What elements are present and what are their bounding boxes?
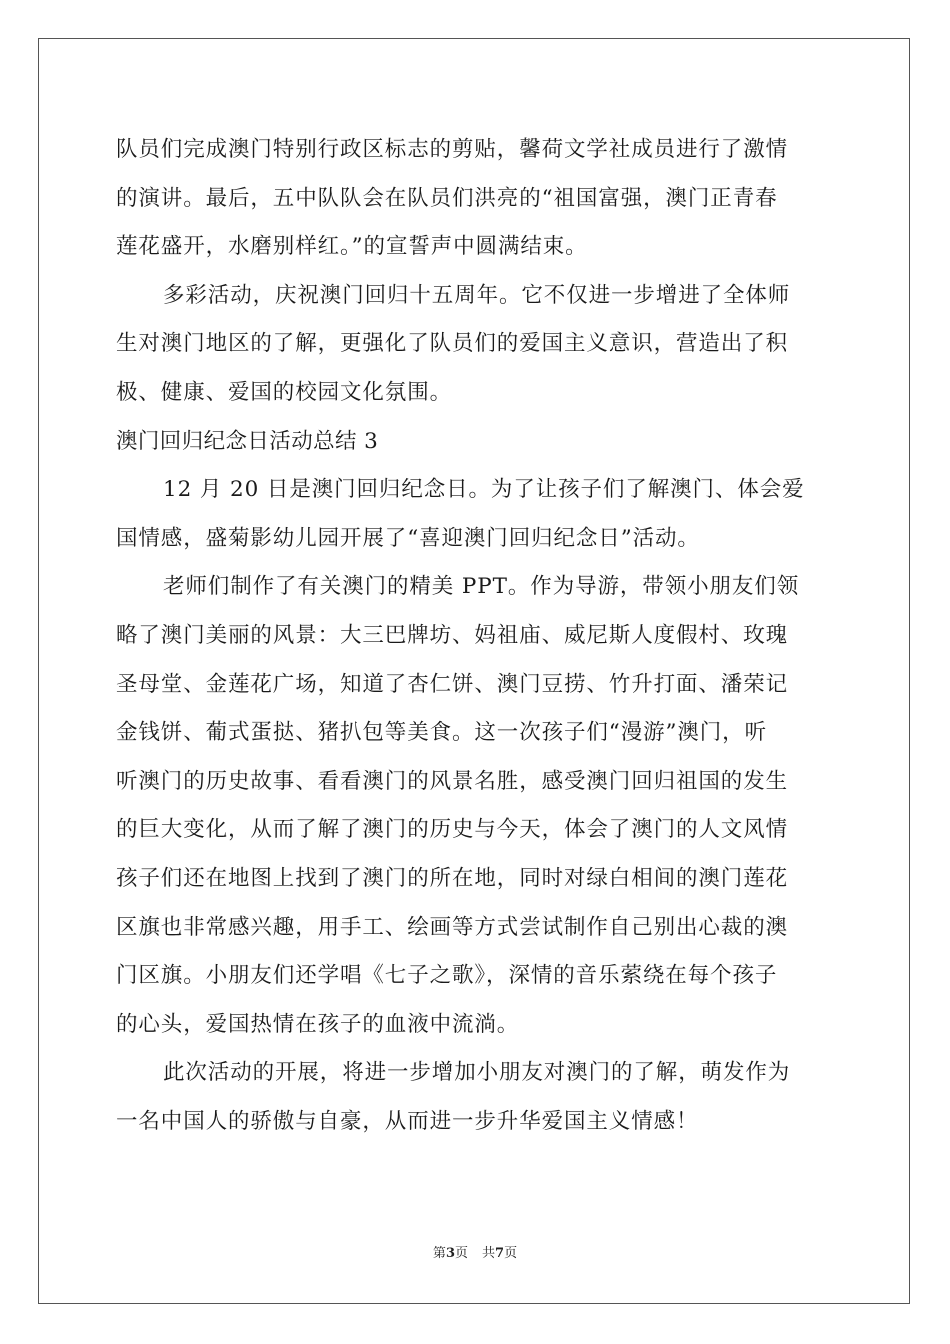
section-heading: 澳门回归纪念日活动总结 3 <box>116 428 379 454</box>
text-line: 莲花盛开，水磨别样红。”的宣誓声中圆满结束。 <box>116 234 588 260</box>
paragraph-start-line: 老师们制作了有关澳门的精美 PPT。作为导游，带领小朋友们领 <box>163 574 800 600</box>
paragraph-start-line: 此次活动的开展，将进一步增加小朋友对澳门的了解，萌发作为 <box>163 1060 791 1086</box>
paragraph-start-line: 12 月 20 日是澳门回归纪念日。为了让孩子们了解澳门、体会爱 <box>163 477 805 503</box>
page-label-suffix: 页 <box>454 1246 468 1261</box>
text-line: 孩子们还在地图上找到了澳门的所在地，同时对绿白相间的澳门莲花 <box>116 865 789 891</box>
current-page-number: 3 <box>445 1246 455 1261</box>
text-line: 门区旗。小朋友们还学唱《七子之歌》，深情的音乐萦绕在每个孩子 <box>116 963 778 989</box>
text-line: 的演讲。最后，五中队队会在队员们洪亮的“祖国富强，澳门正青春 <box>116 185 778 211</box>
text-line: 生对澳门地区的了解，更强化了队员们的爱国主义意识，营造出了积 <box>116 331 789 357</box>
text-line: 的心头，爱国热情在孩子的血液中流淌。 <box>116 1011 520 1037</box>
text-line: 极、健康、爱国的校园文化氛围。 <box>116 379 453 405</box>
text-line: 队员们完成澳门特别行政区标志的剪贴，馨荷文学社成员进行了激情 <box>116 137 789 162</box>
text-line: 听澳门的历史故事、看看澳门的风景名胜，感受澳门回归祖国的发生 <box>116 768 789 794</box>
total-label-prefix: 共 <box>482 1246 496 1261</box>
text-line: 金钱饼、葡式蛋挞、猪扒包等美食。这一次孩子们“漫游”澳门，听 <box>116 720 767 746</box>
page-label-prefix: 第 <box>432 1246 446 1261</box>
page-footer <box>0 1244 950 1264</box>
text-line: 一名中国人的骄傲与自豪，从而进一步升华爱国主义情感！ <box>116 1108 699 1134</box>
total-label-suffix: 页 <box>504 1246 518 1261</box>
paragraph-start-line: 多彩活动，庆祝澳门回归十五周年。它不仅进一步增进了全体师 <box>163 282 791 308</box>
text-line: 圣母堂、金莲花广场，知道了杏仁饼、澳门豆捞、竹升打面、潘荣记 <box>116 671 789 697</box>
text-line: 国情感，盛菊影幼儿园开展了“喜迎澳门回归纪念日”活动。 <box>116 525 700 551</box>
document-body <box>116 126 834 1146</box>
text-line: 的巨大变化，从而了解了澳门的历史与今天，体会了澳门的人文风情 <box>116 817 789 843</box>
text-line: 略了澳门美丽的风景：大三巴牌坊、妈祖庙、威尼斯人度假村、玫瑰 <box>116 622 789 648</box>
total-page-count: 7 <box>495 1246 505 1261</box>
text-line: 区旗也非常感兴趣，用手工、绘画等方式尝试制作自己别出心裁的澳 <box>116 914 789 940</box>
